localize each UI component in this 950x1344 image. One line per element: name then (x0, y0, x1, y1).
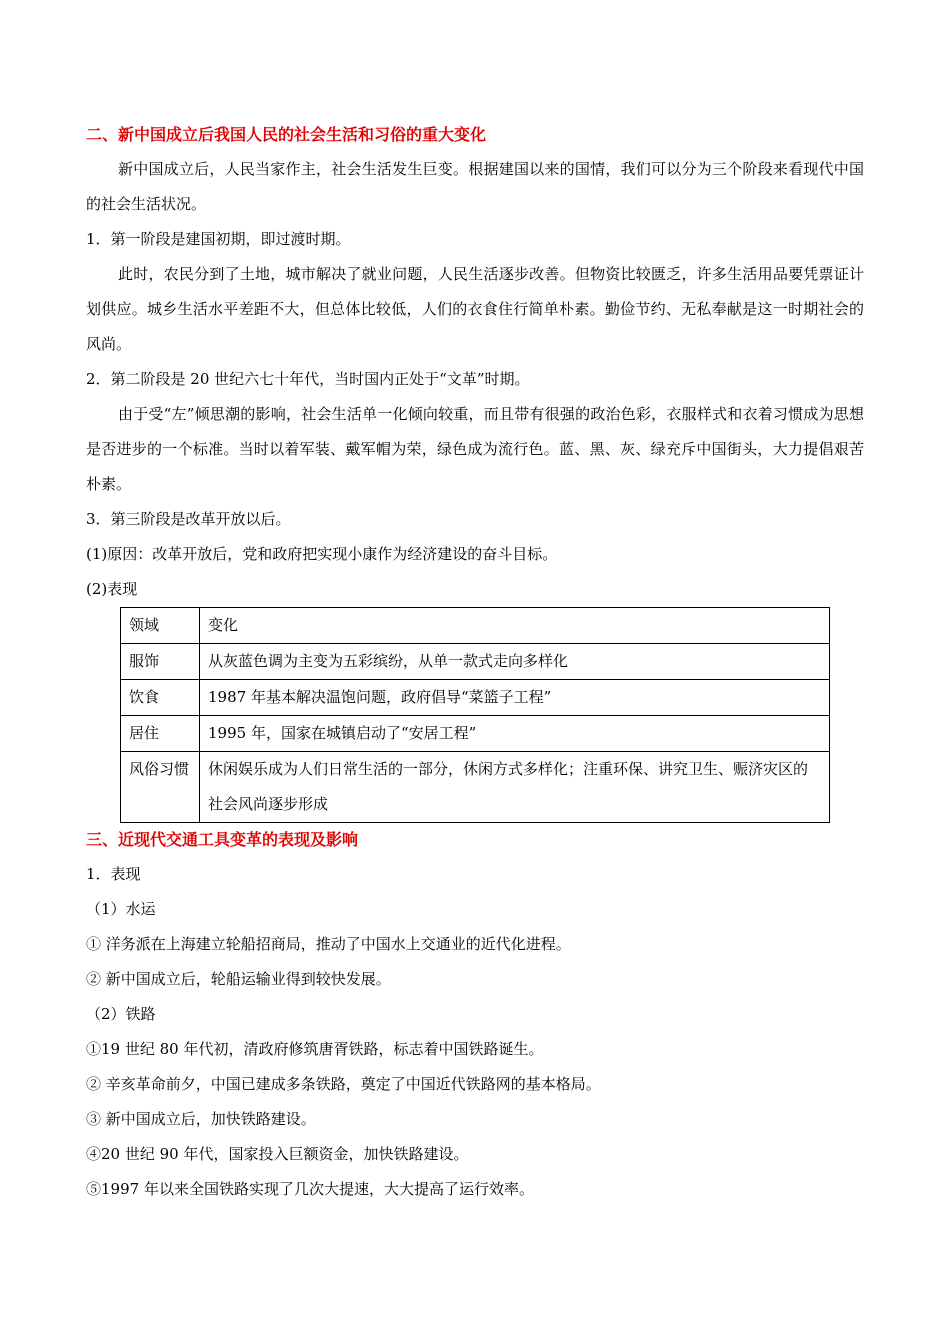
rail-item: ⑤1997 年以来全国铁路实现了几次大提速，大大提高了运行效率。 (86, 1180, 534, 1198)
document-page (86, 118, 864, 1207)
stage-2-text: 由于受“左”倾思潮的影响，社会生活单一化倾向较重，而且带有很强的政治色彩，衣服样式和衣着习惯成为思想是否进步的一个标准。当时以着军装、戴军帽为荣，绿色成为流行色。蓝、黑、灰、绿充斥中国街头，大力提倡艰苦朴素。 (86, 405, 864, 493)
rail-item: ④20 世纪 90 年代，国家投入巨额资金，加快铁路建设。 (86, 1145, 469, 1163)
changes-table (120, 607, 830, 823)
section-2-intro: 新中国成立后，人民当家作主，社会生活发生巨变。根据建国以来的国情，我们可以分为三个阶段来看现代中国的社会生活状况。 (86, 160, 864, 213)
stage-2-title: 2．第二阶段是 20 世纪六七十年代，当时国内正处于“文革”时期。 (86, 370, 530, 388)
rail-item: ①19 世纪 80 年代初，清政府修筑唐胥铁路，标志着中国铁路诞生。 (86, 1040, 544, 1058)
rail-item: ③ 新中国成立后，加快铁路建设。 (86, 1110, 316, 1128)
table-cell-change: 1987 年基本解决温饱问题，政府倡导“菜篮子工程” (200, 680, 830, 716)
water-item: ① 洋务派在上海建立轮船招商局，推动了中国水上交通业的近代化进程。 (86, 935, 571, 953)
stage-1-title: 1．第一阶段是建国初期，即过渡时期。 (86, 230, 351, 248)
table-row (121, 644, 830, 680)
table-cell-field: 饮食 (121, 680, 200, 716)
stage-3-title: 3．第三阶段是改革开放以后。 (86, 510, 291, 528)
water-title: （1）水运 (86, 900, 156, 918)
table-cell-change: 从灰蓝色调为主变为五彩缤纷，从单一款式走向多样化 (200, 644, 830, 680)
table-row (121, 716, 830, 752)
section-2-heading: 二、新中国成立后我国人民的社会生活和习俗的重大变化 (86, 125, 487, 144)
table-cell-change: 1995 年，国家在城镇启动了“安居工程” (200, 716, 830, 752)
section-3-heading: 三、近现代交通工具变革的表现及影响 (86, 830, 359, 849)
table-header-cell: 领域 (121, 608, 200, 644)
table-cell-field: 服饰 (121, 644, 200, 680)
rail-title: （2）铁路 (86, 1005, 156, 1023)
table-row (121, 752, 830, 823)
table-row (121, 680, 830, 716)
section-3-sub-1: 1．表现 (86, 865, 141, 883)
table-header-row (121, 608, 830, 644)
rail-item: ② 辛亥革命前夕，中国已建成多条铁路，奠定了中国近代铁路网的基本格局。 (86, 1075, 601, 1093)
table-cell-change: 休闲娱乐成为人们日常生活的一部分，休闲方式多样化；注重环保、讲究卫生、赈济灾区的社会风尚逐步形成 (200, 752, 830, 823)
stage-3-manifest-label: (2)表现 (86, 580, 138, 598)
table-cell-field: 风俗习惯 (121, 752, 200, 823)
stage-3-reason: (1)原因：改革开放后，党和政府把实现小康作为经济建设的奋斗目标。 (86, 545, 558, 563)
table-header-cell: 变化 (200, 608, 830, 644)
table-cell-field: 居住 (121, 716, 200, 752)
water-item: ② 新中国成立后，轮船运输业得到较快发展。 (86, 970, 391, 988)
stage-1-text: 此时，农民分到了土地，城市解决了就业问题，人民生活逐步改善。但物资比较匮乏，许多生活用品要凭票证计划供应。城乡生活水平差距不大，但总体比较低，人们的衣食住行简单朴素。勤俭节约、无私奉献是这一时期社会的风尚。 (86, 265, 864, 353)
